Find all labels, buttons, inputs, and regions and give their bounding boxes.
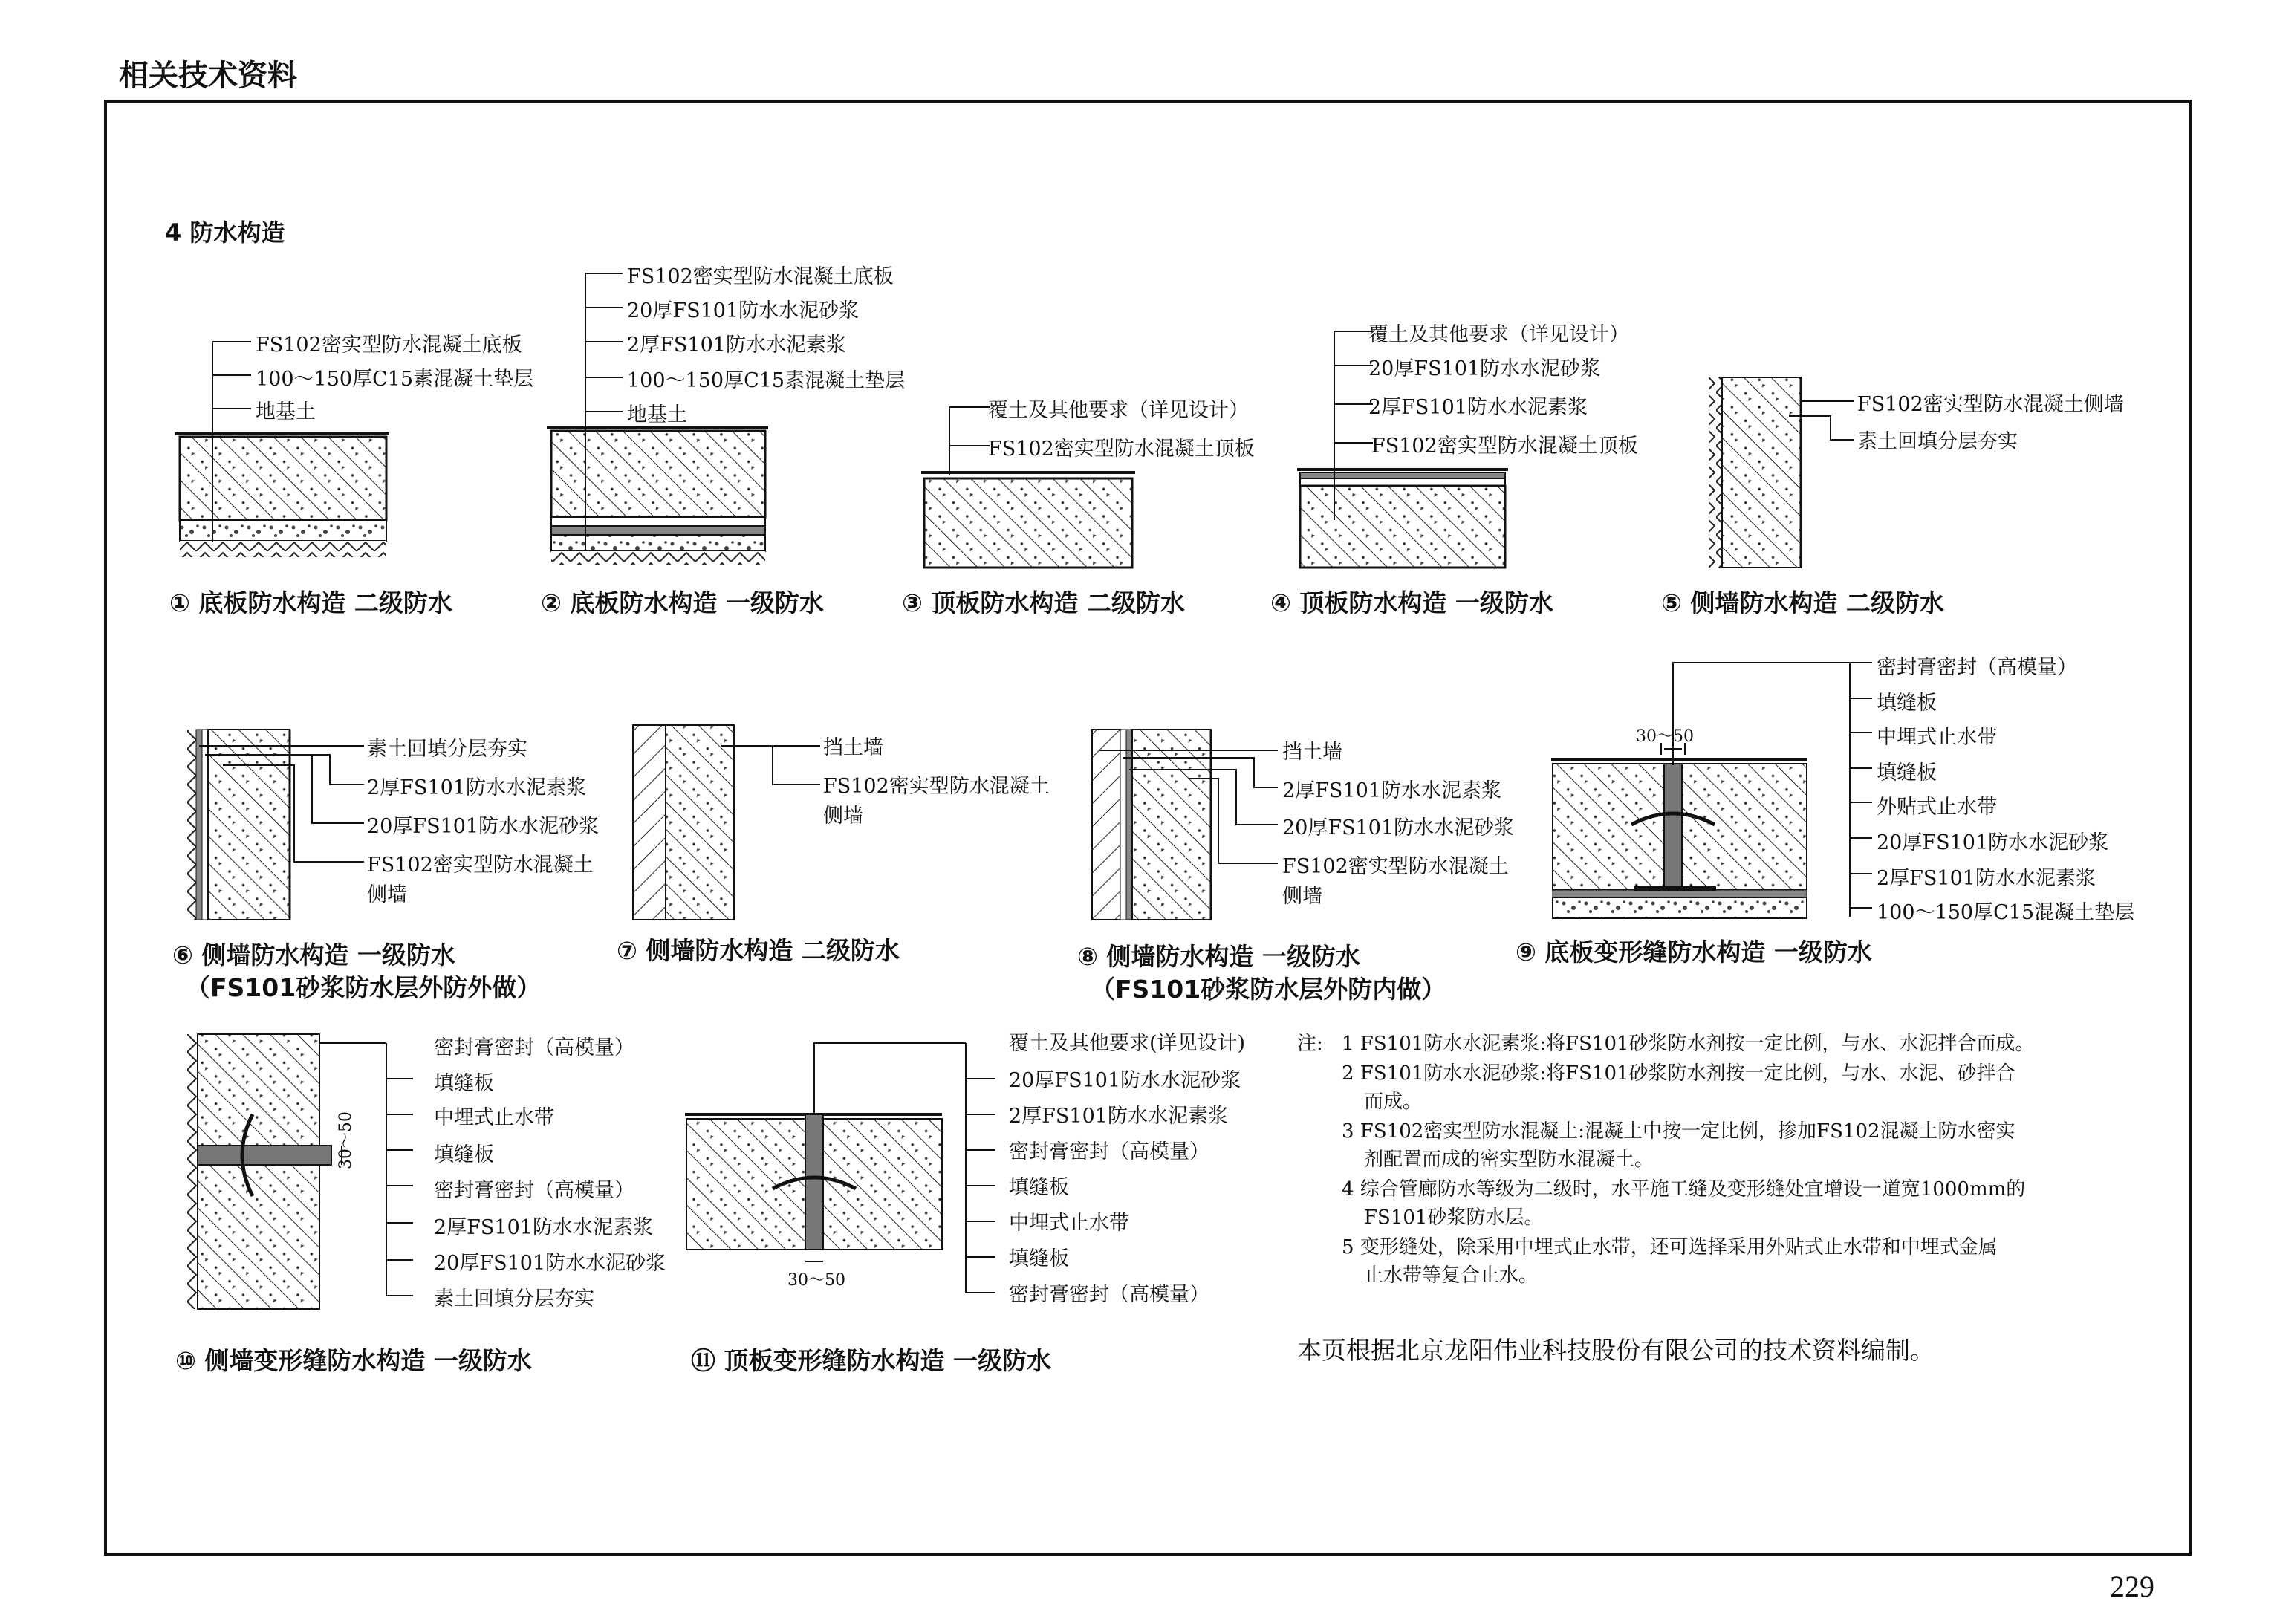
d6-subcaption: （FS101砂浆防水层外防外做） — [186, 973, 542, 1002]
d4-label-3: 2厚FS101防水水泥素浆 — [1368, 396, 1588, 419]
d11-caption: ⑪ 顶板变形缝防水构造 一级防水 — [691, 1346, 1051, 1375]
d10-label-4: 填缝板 — [434, 1143, 494, 1166]
d11-label-6: 中埋式止水带 — [1009, 1212, 1129, 1235]
d10-dimension: 30～50 — [337, 1111, 355, 1169]
note-4: 4 综合管廊防水等级为二级时，水平施工缝及变形缝处宜增设一道宽1000mm的 — [1342, 1178, 2026, 1201]
d9-label-2: 填缝板 — [1877, 692, 1937, 715]
d7-label-2: FS102密实型防水混凝土 — [823, 775, 1050, 798]
note-3: 3 FS102密实型防水混凝土:混凝土中按一定比例，掺加FS102混凝土防水密实 — [1342, 1120, 2015, 1143]
diagram-6-drawing — [187, 730, 364, 920]
d4-caption: ④ 顶板防水构造 一级防水 — [1270, 588, 1553, 617]
notes-prefix: 注: — [1297, 1033, 1323, 1055]
section-title: 4 防水构造 — [165, 218, 285, 247]
d9-label-3: 中埋式止水带 — [1877, 726, 1997, 749]
d10-label-7: 20厚FS101防水水泥砂浆 — [434, 1252, 666, 1275]
d11-label-5: 填缝板 — [1009, 1176, 1069, 1199]
d9-caption: ⑨ 底板变形缝防水构造 一级防水 — [1516, 938, 1872, 967]
d11-dimension: 30～50 — [787, 1271, 845, 1290]
d7-label-1: 挡土墙 — [823, 736, 883, 759]
page-header-title: 相关技术资料 — [119, 59, 297, 93]
d8-label-5: 侧墙 — [1282, 885, 1322, 908]
d7-caption: ⑦ 侧墙防水构造 二级防水 — [617, 936, 900, 965]
d5-caption: ⑤ 侧墙防水构造 二级防水 — [1661, 588, 1944, 617]
d1-caption: ① 底板防水构造 二级防水 — [169, 588, 452, 617]
diagram-7-drawing — [633, 725, 820, 920]
d5-label-2: 素土回填分层夯实 — [1857, 430, 2018, 453]
d6-label-2: 2厚FS101防水水泥素浆 — [367, 776, 586, 799]
diagram-9-drawing — [1551, 663, 1872, 918]
d11-label-8: 密封膏密封（高模量） — [1009, 1283, 1209, 1306]
d10-label-8: 素土回填分层夯实 — [434, 1287, 594, 1310]
d10-label-3: 中埋式止水带 — [434, 1106, 554, 1129]
d6-label-5: 侧墙 — [367, 883, 407, 906]
note-2: 2 FS101防水水泥砂浆:将FS101砂浆防水剂按一定比例，与水、水泥、砂拌合 — [1342, 1062, 2015, 1085]
diagram-10-drawing — [187, 1034, 413, 1309]
d1-label-3: 地基土 — [256, 400, 316, 423]
d10-label-1: 密封膏密封（高模量） — [434, 1036, 634, 1059]
d6-label-4: FS102密实型防水混凝土 — [367, 854, 594, 877]
d11-label-1: 覆土及其他要求(详见设计) — [1009, 1032, 1246, 1055]
note-3-cont: 剂配置而成的密实型防水混凝土。 — [1364, 1149, 1654, 1171]
d3-label-2: FS102密实型防水混凝土顶板 — [988, 438, 1255, 461]
page-number: 229 — [2110, 1570, 2154, 1603]
d9-label-5: 外贴式止水带 — [1877, 796, 1997, 819]
d10-label-2: 填缝板 — [434, 1072, 494, 1095]
d7-label-3: 侧墙 — [823, 805, 863, 828]
note-5: 5 变形缝处，除采用中埋式止水带，还可选择采用外贴式止水带和中埋式金属 — [1342, 1236, 1998, 1258]
d4-label-2: 20厚FS101防水水泥砂浆 — [1368, 357, 1601, 380]
d9-label-1: 密封膏密封（高模量） — [1877, 656, 2077, 679]
diagram-3-drawing — [921, 407, 1135, 568]
d2-label-5: 地基土 — [627, 403, 687, 426]
d8-subcaption: （FS101砂浆防水层外防内做） — [1091, 975, 1446, 1004]
d2-caption: ② 底板防水构造 一级防水 — [541, 588, 824, 617]
d3-caption: ③ 顶板防水构造 二级防水 — [902, 588, 1185, 617]
d9-label-6: 20厚FS101防水水泥砂浆 — [1877, 831, 2109, 854]
d8-label-4: FS102密实型防水混凝土 — [1282, 855, 1509, 878]
d1-label-2: 100～150厚C15素混凝土垫层 — [256, 368, 534, 391]
d2-label-3: 2厚FS101防水水泥素浆 — [627, 334, 846, 357]
d11-label-2: 20厚FS101防水水泥砂浆 — [1009, 1069, 1241, 1092]
d6-label-1: 素土回填分层夯实 — [367, 738, 527, 761]
d2-label-1: FS102密实型防水混凝土底板 — [627, 265, 894, 288]
d1-label-1: FS102密实型防水混凝土底板 — [256, 334, 522, 357]
d3-label-1: 覆土及其他要求（详见设计） — [988, 399, 1249, 422]
d9-label-7: 2厚FS101防水水泥素浆 — [1877, 867, 2096, 890]
note-4-cont: FS101砂浆防水层。 — [1364, 1206, 1544, 1229]
d11-label-7: 填缝板 — [1009, 1247, 1069, 1270]
d11-label-3: 2厚FS101防水水泥素浆 — [1009, 1105, 1228, 1128]
d8-label-2: 2厚FS101防水水泥素浆 — [1282, 779, 1501, 802]
d10-label-5: 密封膏密封（高模量） — [434, 1179, 634, 1202]
d4-label-4: FS102密实型防水混凝土顶板 — [1371, 435, 1638, 458]
d9-label-8: 100～150厚C15混凝土垫层 — [1877, 901, 2135, 924]
note-1: 1 FS101防水水泥素浆:将FS101砂浆防水剂按一定比例，与水、水泥拌合而成。 — [1342, 1033, 2035, 1055]
d8-label-3: 20厚FS101防水水泥砂浆 — [1282, 816, 1515, 839]
diagram-11-drawing — [685, 1043, 995, 1293]
diagram-5-drawing — [1709, 377, 1854, 568]
d4-label-1: 覆土及其他要求（详见设计） — [1368, 323, 1629, 346]
d9-label-4: 填缝板 — [1877, 761, 1937, 785]
d5-label-1: FS102密实型防水混凝土侧墙 — [1857, 393, 2124, 416]
d6-label-3: 20厚FS101防水水泥砂浆 — [367, 815, 600, 838]
d2-label-2: 20厚FS101防水水泥砂浆 — [627, 299, 860, 322]
diagram-8-drawing — [1092, 730, 1278, 920]
d10-label-6: 2厚FS101防水水泥素浆 — [434, 1216, 653, 1239]
d11-label-4: 密封膏密封（高模量） — [1009, 1140, 1209, 1163]
d8-label-1: 挡土墙 — [1282, 741, 1342, 764]
note-2-cont: 而成。 — [1364, 1091, 1423, 1113]
d10-caption: ⑩ 侧墙变形缝防水构造 一级防水 — [175, 1346, 532, 1375]
d8-caption: ⑧ 侧墙防水构造 一级防水 — [1077, 942, 1360, 971]
d2-label-4: 100～150厚C15素混凝土垫层 — [627, 369, 906, 392]
d9-dimension: 30～50 — [1636, 727, 1694, 746]
source-note: 本页根据北京龙阳伟业科技股份有限公司的技术资料编制。 — [1297, 1336, 1935, 1365]
d6-caption: ⑥ 侧墙防水构造 一级防水 — [172, 941, 455, 969]
note-5-cont: 止水带等复合止水。 — [1364, 1264, 1539, 1287]
